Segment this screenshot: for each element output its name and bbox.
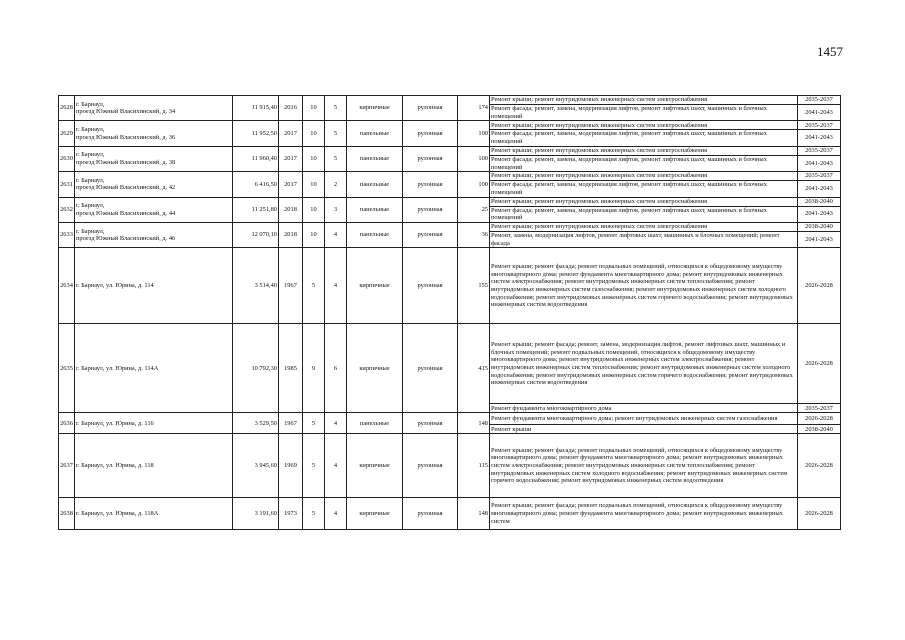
row-number: 2629 (59, 121, 75, 146)
work-description: Ремонт фасада; ремонт, замена, модернизация лифтов, ремонт лифтовых шахт, машинных и блочных помещений (490, 155, 798, 171)
row-year: 1973 (279, 498, 303, 530)
housing-registry-table (58, 95, 841, 530)
work-period: 2041-2043 (798, 105, 841, 121)
row-flats: 25 (458, 197, 490, 222)
row-year: 2017 (279, 146, 303, 171)
row-wall-material: кирпичные (347, 498, 403, 530)
work-description: Ремонт крыши; ремонт внутридомовых инженерных систем электроснабжения (490, 96, 798, 105)
row-number: 2633 (59, 223, 75, 248)
row-entrances: 5 (325, 96, 347, 121)
row-year: 1969 (279, 434, 303, 498)
row-wall-material: панельные (347, 413, 403, 434)
row-area: 12 070,10 (233, 223, 279, 248)
row-wall-material: панельные (347, 146, 403, 171)
work-period: 2026-2028 (798, 498, 841, 530)
work-description: Ремонт крыши; ремонт фасада; ремонт подвальных помещений, относящихся к общедомовому имуществу многоквартирного дома; ремонт фундамента многоквартирного дома; ремонт внутридомовых инженерных систем электроснабжения; ремонт внутридомовых инженерных систем теплоснабжения; ремонт внутридомовых инженерных систем газоснабжения; ремонт внутридомовых инженерных систем холодного водоснабжения; ремонт внутридомовых инженерных систем горячего водоснабжения; ремонт внутридомовых инженерных систем водоотведения (490, 248, 798, 324)
row-floors: 5 (303, 498, 325, 530)
row-flats: 115 (458, 434, 490, 498)
work-description: Ремонт фасада; ремонт, замена, модернизация лифтов, ремонт лифтовых шахт, машинных и блочных помещений (490, 206, 798, 222)
table-row (59, 121, 841, 130)
row-number: 2628 (59, 96, 75, 121)
row-roof-type: рулонная (403, 223, 458, 248)
row-address: г. Барнаул, ул. Юрина, д. 118 (75, 434, 233, 498)
table-row (59, 324, 841, 404)
row-year: 2017 (279, 172, 303, 197)
row-address: г. Барнаул, проезд Южный Власихинский, д. 34 (75, 96, 233, 121)
work-period: 2035-2037 (798, 121, 841, 130)
table-row (59, 434, 841, 498)
work-period: 2035-2037 (798, 172, 841, 181)
row-address: г. Барнаул, проезд Южный Власихинский, д. 44 (75, 197, 233, 222)
table-row (59, 197, 841, 206)
table-row (59, 146, 841, 155)
work-description: Ремонт фасада; ремонт, замена, модернизация лифтов, ремонт лифтовых шахт, машинных и блочных помещений (490, 130, 798, 146)
row-floors: 5 (303, 248, 325, 324)
row-flats: 36 (458, 223, 490, 248)
row-wall-material: кирпичные (347, 434, 403, 498)
row-number: 2638 (59, 498, 75, 530)
work-description: Ремонт крыши; ремонт внутридомовых инженерных систем электроснабжения (490, 172, 798, 181)
row-number: 2637 (59, 434, 75, 498)
row-entrances: 4 (325, 434, 347, 498)
row-floors: 10 (303, 172, 325, 197)
row-flats: 155 (458, 248, 490, 324)
work-period: 2026-2028 (798, 324, 841, 404)
row-floors: 10 (303, 197, 325, 222)
row-address: г. Барнаул, ул. Юрина, д. 114 (75, 248, 233, 324)
row-wall-material: кирпичные (347, 96, 403, 121)
row-flats: 100 (458, 172, 490, 197)
row-year: 1985 (279, 324, 303, 413)
row-entrances: 4 (325, 498, 347, 530)
work-period: 2026-2028 (798, 248, 841, 324)
row-flats: 100 (458, 121, 490, 146)
row-number: 2631 (59, 172, 75, 197)
row-year: 2017 (279, 121, 303, 146)
work-description: Ремонт фундамента многоквартирного дома (490, 404, 798, 413)
row-address: г. Барнаул, проезд Южный Власихинский, д. 36 (75, 121, 233, 146)
row-floors: 5 (303, 434, 325, 498)
row-area: 11 952,50 (233, 121, 279, 146)
table-row (59, 172, 841, 181)
row-flats: 148 (458, 498, 490, 530)
row-roof-type: рулонная (403, 324, 458, 413)
row-roof-type: рулонная (403, 413, 458, 434)
row-area: 3 945,60 (233, 434, 279, 498)
row-entrances: 6 (325, 324, 347, 413)
table-row (59, 223, 841, 232)
row-entrances: 2 (325, 172, 347, 197)
work-description: Ремонт крыши; ремонт внутридомовых инженерных систем электроснабжения (490, 146, 798, 155)
row-flats: 100 (458, 146, 490, 171)
row-entrances: 4 (325, 413, 347, 434)
work-period: 2041-2043 (798, 155, 841, 171)
row-flats: 415 (458, 324, 490, 413)
row-entrances: 3 (325, 197, 347, 222)
row-roof-type: рулонная (403, 248, 458, 324)
page-number: 1457 (817, 44, 843, 59)
row-flats: 174 (458, 96, 490, 121)
row-roof-type: рулонная (403, 172, 458, 197)
row-wall-material: кирпичные (347, 248, 403, 324)
row-roof-type: рулонная (403, 146, 458, 171)
row-wall-material: кирпичные (347, 324, 403, 413)
row-wall-material: панельные (347, 197, 403, 222)
row-number: 2635 (59, 324, 75, 413)
work-period: 2035-2037 (798, 404, 841, 413)
row-area: 11 251,80 (233, 197, 279, 222)
row-address: г. Барнаул, ул. Юрина, д. 114А (75, 324, 233, 413)
work-description: Ремонт крыши (490, 425, 798, 434)
row-floors: 5 (303, 413, 325, 434)
work-description: Ремонт крыши; ремонт фасада; ремонт, замена, модернизация лифтов, ремонт лифтовых шахт, машинных и блочных помещений; ремонт подвальных помещений, относящихся к общедомовому имуществу многоквартирного дома; ремонт внутридомовых инженерных систем электроснабжения; ремонт внутридомовых инженерных систем теплоснабжения; ремонт внутридомовых инженерных систем холодного водоснабжения; ремонт внутридомовых инженерных систем горячего водоснабжения; ремонт внутридомовых инженерных систем водоотведения (490, 324, 798, 404)
row-entrances: 5 (325, 121, 347, 146)
work-period: 2041-2043 (798, 181, 841, 197)
row-year: 1967 (279, 248, 303, 324)
work-description: Ремонт крыши; ремонт фасада; ремонт подвальных помещений, относящихся к общедомовому имуществу многоквартирного дома; ремонт фундамента многоквартирного дома; ремонт внутридомовых инженерных систем электроснабжения; ремонт внутридомовых инженерных систем теплоснабжения; ремонт внутридомовых инженерных систем холодного водоснабжения; ремонт внутридомовых инженерных систем горячего водоснабжения; ремонт внутридомовых инженерных систем водоотведения (490, 434, 798, 498)
work-period: 2026-2028 (798, 434, 841, 498)
row-number: 2632 (59, 197, 75, 222)
row-wall-material: панельные (347, 223, 403, 248)
work-period: 2038-2040 (798, 425, 841, 434)
row-area: 10 792,30 (233, 324, 279, 413)
work-description: Ремонт крыши; ремонт внутридомовых инженерных систем электроснабжения (490, 223, 798, 232)
row-wall-material: панельные (347, 172, 403, 197)
table-row (59, 248, 841, 324)
work-period: 2026-2028 (798, 413, 841, 425)
work-description: Ремонт фундамента многоквартирного дома; ремонт внутридомовых инженерных систем газоснабжения (490, 413, 798, 425)
row-address: г. Барнаул, ул. Юрина, д. 118А (75, 498, 233, 530)
table-row (59, 498, 841, 530)
row-area: 11 915,40 (233, 96, 279, 121)
row-area: 6 416,50 (233, 172, 279, 197)
row-flats: 148 (458, 413, 490, 434)
row-entrances: 4 (325, 248, 347, 324)
row-year: 2018 (279, 223, 303, 248)
row-roof-type: рулонная (403, 96, 458, 121)
work-description: Ремонт крыши; ремонт внутридомовых инженерных систем электроснабжения (490, 197, 798, 206)
row-entrances: 4 (325, 223, 347, 248)
work-period: 2038-2040 (798, 223, 841, 232)
row-number: 2636 (59, 413, 75, 434)
row-address: г. Барнаул, проезд Южный Власихинский, д. 42 (75, 172, 233, 197)
row-floors: 10 (303, 146, 325, 171)
row-roof-type: рулонная (403, 197, 458, 222)
row-floors: 10 (303, 96, 325, 121)
row-year: 2018 (279, 197, 303, 222)
row-number: 2634 (59, 248, 75, 324)
row-year: 2016 (279, 96, 303, 121)
row-entrances: 5 (325, 146, 347, 171)
row-roof-type: рулонная (403, 121, 458, 146)
row-roof-type: рулонная (403, 434, 458, 498)
row-address: г. Барнаул, проезд Южный Власихинский, д. 38 (75, 146, 233, 171)
row-address: г. Барнаул, ул. Юрина, д. 116 (75, 413, 233, 434)
row-floors: 10 (303, 223, 325, 248)
row-area: 3 529,50 (233, 413, 279, 434)
row-area: 3 191,60 (233, 498, 279, 530)
table-row (59, 96, 841, 105)
row-wall-material: панельные (347, 121, 403, 146)
row-roof-type: рулонная (403, 498, 458, 530)
work-period: 2041-2043 (798, 130, 841, 146)
row-year: 1967 (279, 413, 303, 434)
work-description: Ремонт крыши; ремонт внутридомовых инженерных систем электроснабжения (490, 121, 798, 130)
work-description: Ремонт фасада; ремонт, замена, модернизация лифтов, ремонт лифтовых шахт, машинных и блочных помещений (490, 105, 798, 121)
row-floors: 9 (303, 324, 325, 413)
row-area: 3 514,40 (233, 248, 279, 324)
work-description: Ремонт крыши; ремонт фасада; ремонт подвальных помещений, относящихся к общедомовому имуществу многоквартирного дома; ремонт фундамента многоквартирного дома; ремонт внутридомовых инженерных систем (490, 498, 798, 530)
row-number: 2630 (59, 146, 75, 171)
table-row (59, 413, 841, 425)
row-address: г. Барнаул, проезд Южный Власихинский, д. 46 (75, 223, 233, 248)
work-period: 2038-2040 (798, 197, 841, 206)
row-area: 11 960,40 (233, 146, 279, 171)
work-description: Ремонт фасада; ремонт, замена, модернизация лифтов, ремонт лифтовых шахт, машинных и блочных помещений (490, 181, 798, 197)
work-period: 2041-2043 (798, 206, 841, 222)
work-period: 2041-2043 (798, 232, 841, 248)
row-floors: 10 (303, 121, 325, 146)
work-period: 2035-2037 (798, 96, 841, 105)
work-period: 2035-2037 (798, 146, 841, 155)
work-description: Ремонт, замена, модернизация лифтов, ремонт лифтовых шахт, машинных и блочных помещений; ремонт фасада (490, 232, 798, 248)
